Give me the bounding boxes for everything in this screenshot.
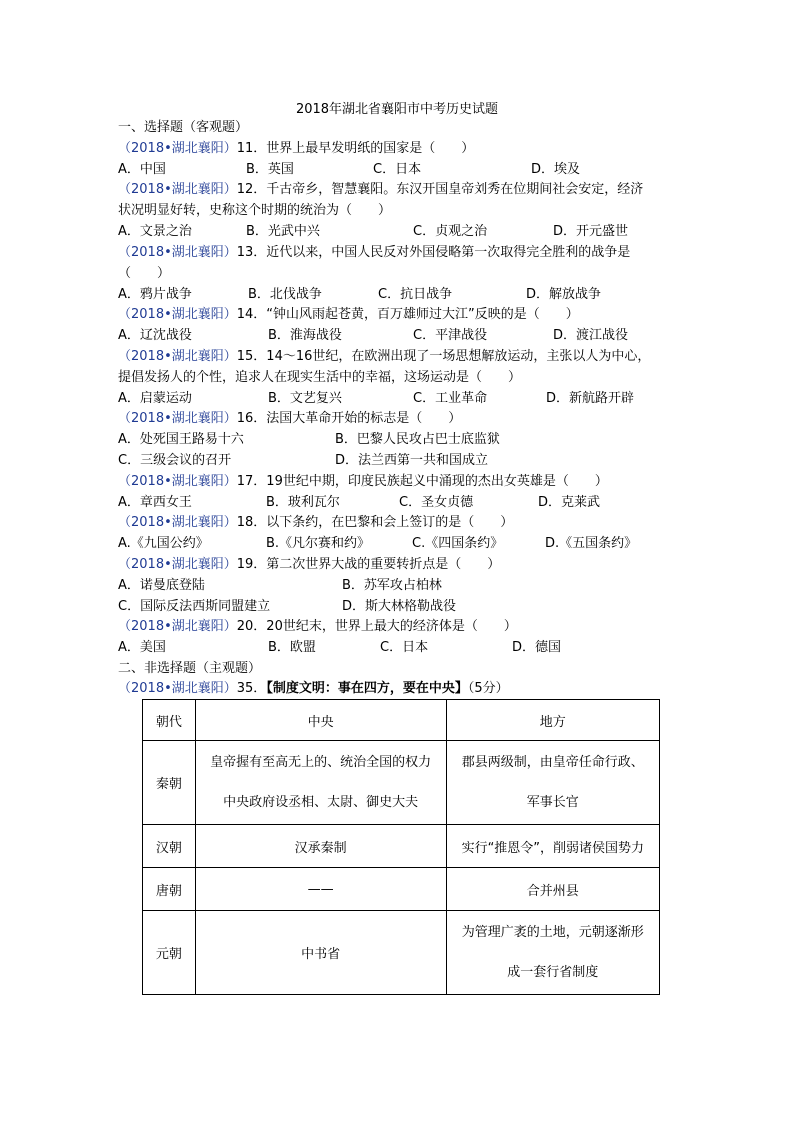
option-d: D．法兰西第一共和国成立: [335, 453, 489, 468]
question-12: [118, 181, 643, 199]
option-b: B．玻利瓦尔: [266, 495, 340, 510]
option-a: A．处死国王路易十六: [118, 432, 244, 447]
question-14: [118, 306, 579, 324]
dynasty-cell: 唐朝: [143, 868, 196, 911]
question-number: 35．: [236, 681, 267, 696]
option-b: B．巴黎人民攻占巴士底监狱: [335, 432, 500, 447]
question-stem: 14．“钟山风雨起苍黄，百万雄师过大江”反映的是（ ）: [236, 307, 579, 322]
question-source: （2018•湖北襄阳）: [118, 474, 237, 489]
institutions-table: [142, 699, 660, 995]
section-2-heading: 二、非选择题（主观题）: [118, 661, 262, 676]
header-local: 地方: [446, 700, 659, 741]
option-d: D．埃及: [531, 162, 581, 177]
question-stem: 13．近代以来，中国人民反对外国侵略第一次取得完全胜利的战争是: [236, 245, 631, 260]
central-cell: ——: [195, 868, 446, 911]
cell-line: 为管理广袤的土地，元朝逐渐形: [461, 924, 644, 940]
header-dynasty: 朝代: [143, 700, 196, 741]
question-19: [118, 556, 500, 574]
option-c: C．抗日战争: [378, 287, 453, 302]
question-15-continued: 提倡发扬人的个性，追求人在现实生活中的幸福，这场运动是（ ）: [118, 370, 522, 385]
option-c: C．平津战役: [413, 328, 488, 343]
header-central: 中央: [195, 700, 446, 741]
question-points: （5分）: [467, 681, 509, 696]
option-a: A．美国: [118, 640, 166, 655]
question-16: [118, 410, 461, 428]
option-a: A．辽沈战役: [118, 328, 192, 343]
question-source: （2018•湖北襄阳）: [118, 515, 237, 530]
option-d: D.《五国条约》: [545, 536, 638, 551]
cell-line: 皇帝握有至高无上的、统治全国的权力: [210, 754, 432, 770]
question-source: （2018•湖北襄阳）: [118, 557, 237, 572]
question-source: （2018•湖北襄阳）: [118, 681, 237, 696]
dynasty-cell: 秦朝: [143, 741, 196, 825]
question-source: （2018•湖北襄阳）: [118, 349, 237, 364]
central-cell: 汉承秦制: [195, 825, 446, 868]
local-cell: 合并州县: [446, 868, 659, 911]
local-cell: [446, 741, 659, 825]
option-a: A．启蒙运动: [118, 391, 192, 406]
table-row: [143, 911, 660, 995]
question-20: [118, 618, 517, 636]
option-c: C．工业革命: [413, 391, 488, 406]
option-a: A.《九国公约》: [118, 536, 209, 551]
question-source: （2018•湖北襄阳）: [118, 182, 237, 197]
option-a: A．文景之治: [118, 224, 192, 239]
cell-line: 成一套行省制度: [507, 964, 599, 980]
question-stem: 12．千古帝乡，智慧襄阳。东汉开国皇帝刘秀在位期间社会安定，经济: [236, 182, 644, 197]
option-d: D．开元盛世: [553, 224, 629, 239]
question-stem: 17．19世纪中期，印度民族起义中涌现的杰出女英雄是（ ）: [236, 474, 608, 489]
question-13-continued: （ ）: [118, 266, 171, 281]
table-row: [143, 741, 660, 825]
question-source: （2018•湖北襄阳）: [118, 619, 237, 634]
dynasty-cell: 汉朝: [143, 825, 196, 868]
question-source: （2018•湖北襄阳）: [118, 141, 237, 156]
question-15: [118, 348, 650, 366]
question-stem: 18．以下条约，在巴黎和会上签订的是（ ）: [236, 515, 514, 530]
option-c: C.《四国条约》: [412, 536, 504, 551]
option-c: C．贞观之治: [413, 224, 488, 239]
option-d: D．德国: [512, 640, 562, 655]
option-c: C．三级会议的召开: [118, 453, 232, 468]
option-d: D．渡江战役: [553, 328, 629, 343]
option-b: B．光武中兴: [246, 224, 320, 239]
question-stem: 15．14～16世纪，在欧洲出现了一场思想解放运动，主张以人为中心，: [236, 349, 651, 364]
option-a: A．鸦片战争: [118, 287, 192, 302]
table-row: [143, 868, 660, 911]
dynasty-cell: 元朝: [143, 911, 196, 995]
option-b: B．文艺复兴: [268, 391, 342, 406]
question-stem: 16．法国大革命开始的标志是（ ）: [236, 411, 462, 426]
option-a: A．中国: [118, 162, 166, 177]
cell-line: 郡县两级制，由皇帝任命行政、: [461, 754, 644, 770]
central-cell: 中书省: [195, 911, 446, 995]
table-header-row: [143, 700, 660, 741]
question-17: [118, 473, 608, 491]
question-source: （2018•湖北襄阳）: [118, 411, 237, 426]
option-c: C．日本: [373, 162, 422, 177]
question-18: [118, 514, 513, 532]
question-35: [118, 680, 509, 698]
table-row: [143, 825, 660, 868]
option-b: B.《凡尔赛和约》: [266, 536, 371, 551]
option-a: A．章西女王: [118, 495, 192, 510]
page-title: 2018年湖北省襄阳市中考历史试题: [295, 102, 499, 117]
option-c: C．日本: [380, 640, 429, 655]
option-b: B．苏军攻占柏林: [342, 578, 442, 593]
option-b: B．淮海战役: [268, 328, 342, 343]
question-12-continued: 状况明显好转，史称这个时期的统治为（ ）: [118, 203, 392, 218]
cell-line: 军事长官: [526, 794, 579, 810]
option-b: B．英国: [246, 162, 294, 177]
option-d: D．斯大林格勒战役: [342, 599, 457, 614]
section-1-heading: 一、选择题（客观题）: [118, 120, 249, 135]
option-b: B．北伐战争: [248, 287, 322, 302]
option-a: A．诺曼底登陆: [118, 578, 205, 593]
option-d: D．新航路开辟: [546, 391, 635, 406]
option-c: C．国际反法西斯同盟建立: [118, 599, 271, 614]
central-cell: [195, 741, 446, 825]
option-d: D．克莱武: [538, 495, 601, 510]
question-source: （2018•湖北襄阳）: [118, 307, 237, 322]
question-source: （2018•湖北襄阳）: [118, 245, 237, 260]
local-cell: [446, 911, 659, 995]
question-stem: 20．20世纪末，世界上最大的经济体是（ ）: [236, 619, 517, 634]
option-c: C．圣女贞德: [399, 495, 474, 510]
question-heading: 【制度文明：事在四方，要在中央】: [266, 681, 468, 696]
option-d: D．解放战争: [526, 287, 602, 302]
question-11: [118, 140, 474, 158]
cell-line: 中央政府设丞相、太尉、御史大夫: [223, 794, 419, 810]
question-stem: 11．世界上最早发明纸的国家是（ ）: [236, 141, 475, 156]
question-stem: 19．第二次世界大战的重要转折点是（ ）: [236, 557, 501, 572]
question-13: [118, 244, 630, 262]
local-cell: 实行“推恩令”，削弱诸侯国势力: [446, 825, 659, 868]
option-b: B．欧盟: [268, 640, 316, 655]
